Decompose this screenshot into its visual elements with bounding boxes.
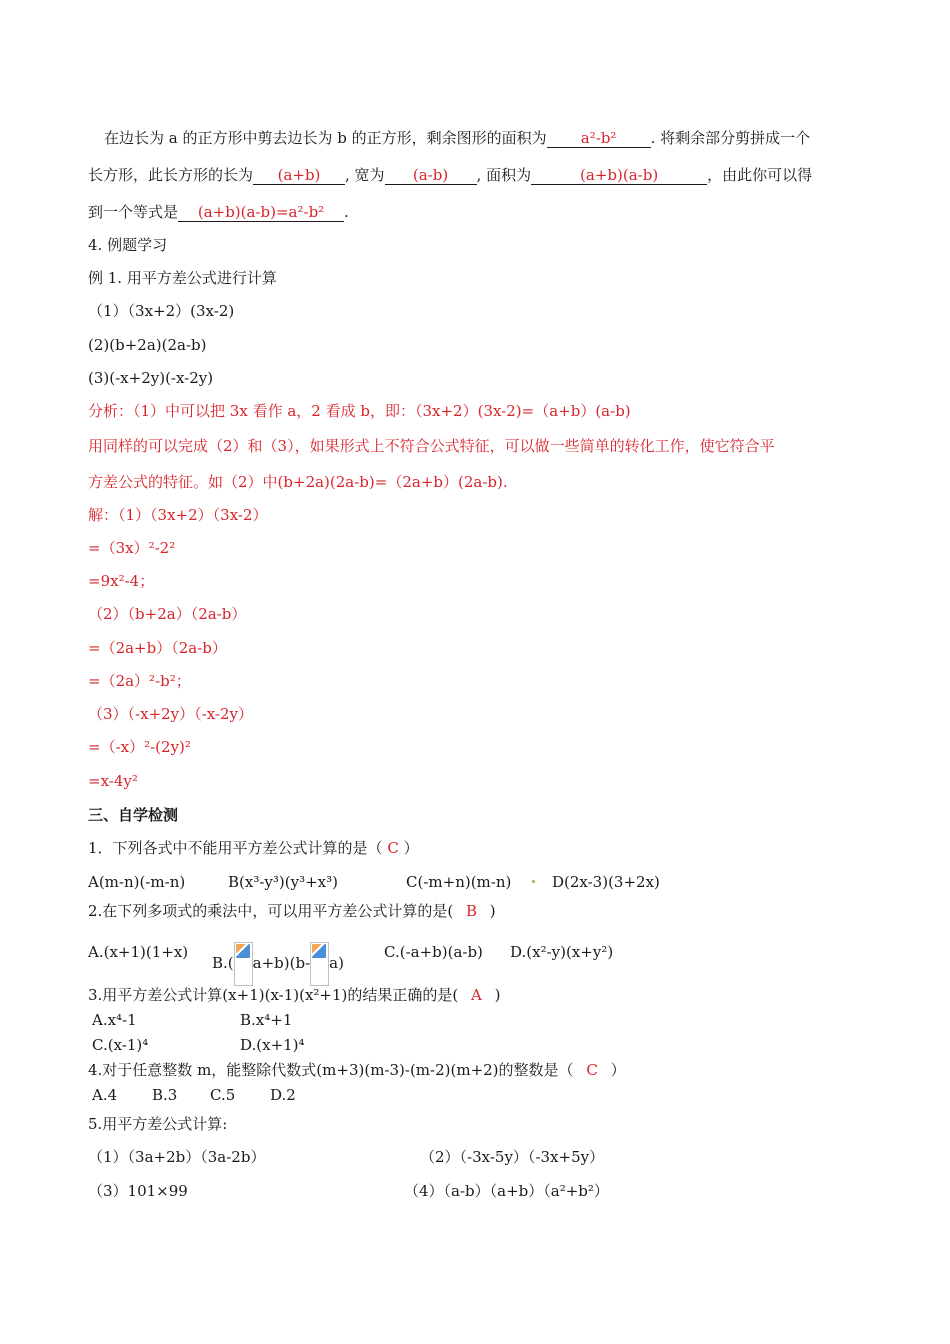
question-text: 2.在下列多项式的乘法中，可以用平方差公式计算的是( xyxy=(88,902,454,920)
intro-text: 到一个等式是 xyxy=(88,203,179,221)
option-a: A.(x+1)(1+x) xyxy=(88,943,189,961)
intro-line-1 xyxy=(104,128,810,148)
answer-equation: (a+b)(a-b)=a²-b² xyxy=(197,203,325,221)
answer-width: (a-b) xyxy=(412,166,449,184)
option-text: a) xyxy=(329,954,344,972)
check-question-3 xyxy=(88,985,501,1005)
intro-text: , 宽为 xyxy=(345,166,385,184)
option-c: C.(-a+b)(a-b) xyxy=(384,943,483,961)
check-question-4 xyxy=(88,1060,626,1080)
answer-blank xyxy=(178,203,344,222)
example-question-3: (3)(-x+2y)(-x-2y) xyxy=(88,369,214,387)
option-b: B.x⁴+1 xyxy=(240,1011,293,1029)
intro-line-3 xyxy=(88,202,349,222)
answer-choice: C xyxy=(387,839,399,857)
answer-blank xyxy=(385,166,477,185)
answer-choice: B xyxy=(465,902,477,920)
question-text: 3.用平方差公式计算(x+1)(x-1)(x²+1)的结果正确的是( xyxy=(88,986,459,1004)
check-question-1 xyxy=(88,838,419,858)
question-text: ) xyxy=(494,986,501,1004)
example-question-2: (2)(b+2a)(2a-b) xyxy=(88,336,207,354)
question-text: 1．下列各式中不能用平方差公式计算的是（ xyxy=(88,839,383,857)
option-b: B.3 xyxy=(152,1086,178,1104)
example-question-1: （1）（3x+2）(3x-2) xyxy=(88,302,235,320)
option-c: C.5 xyxy=(210,1086,236,1104)
solution-line: 解：（1）（3x+2）（3x-2） xyxy=(88,506,268,524)
broken-image-icon xyxy=(234,942,253,986)
solution-line: =（-x）²-(2y)² xyxy=(88,738,191,756)
broken-image-icon xyxy=(310,942,329,986)
intro-line-2 xyxy=(88,165,812,185)
option-a: A(m-n)(-m-n) xyxy=(88,873,186,891)
answer-blank xyxy=(547,129,651,148)
option-text: a+b)(b- xyxy=(252,954,311,972)
option-a: A.4 xyxy=(92,1086,118,1104)
option-a: A.x⁴-1 xyxy=(92,1011,137,1029)
dot-mark xyxy=(532,880,535,883)
example-title: 例 1. 用平方差公式进行计算 xyxy=(88,269,277,287)
option-b xyxy=(212,942,344,986)
option-text: B.( xyxy=(212,954,234,972)
intro-text: , 面积为 xyxy=(476,166,532,184)
intro-text: 在边长为 a 的正方形中剪去边长为 b 的正方形，剩余图形的面积为 xyxy=(104,129,547,147)
answer-length: (a+b) xyxy=(277,166,321,184)
answer-area: a²-b² xyxy=(580,129,617,147)
solution-line: =（2a）²-b²； xyxy=(88,672,191,690)
sub-question-1: （1）（3a+2b）（3a-2b） xyxy=(88,1148,266,1166)
solution-line: =9x²-4； xyxy=(88,572,155,590)
option-c: C(-m+n)(m-n) xyxy=(406,873,512,891)
solution-line: =（2a+b）（2a-b） xyxy=(88,639,227,657)
check-question-5: 5.用平方差公式计算: xyxy=(88,1115,228,1133)
analysis-line-2: 用同样的可以完成（2）和（3），如果形式上不符合公式特征，可以做一些简单的转化工作，使它符合平 xyxy=(88,437,775,455)
answer-rect-area: (a+b)(a-b) xyxy=(580,166,659,184)
solution-line: （3）（-x+2y）（-x-2y） xyxy=(88,705,254,723)
solution-line: =x-4y² xyxy=(88,772,138,790)
answer-choice: C xyxy=(586,1061,598,1079)
option-d: D(2x-3)(3+2x) xyxy=(552,873,660,891)
intro-text: ，由此你可以得 xyxy=(707,166,813,184)
option-b: B(x³-y³)(y³+x³) xyxy=(228,873,338,891)
option-c: C.(x-1)⁴ xyxy=(92,1036,149,1054)
question-text: ) xyxy=(489,902,496,920)
answer-blank xyxy=(531,166,707,185)
sub-question-4: （4）（a-b）（a+b）（a²+b²） xyxy=(404,1182,609,1200)
option-d: D.(x+1)⁴ xyxy=(240,1036,305,1054)
answer-choice: A xyxy=(471,986,482,1004)
intro-text: 长方形，此长方形的长为 xyxy=(88,166,254,184)
question-text: ） xyxy=(403,839,419,857)
question-text: ） xyxy=(610,1061,626,1079)
question-text: 4.对于任意整数 m，能整除代数式(m+3)(m-3)-(m-2)(m+2)的整数是（ xyxy=(88,1061,574,1079)
sub-question-2: （2）（-3x-5y）（-3x+5y） xyxy=(420,1148,605,1166)
check-question-2 xyxy=(88,901,496,921)
section-heading: 4. 例题学习 xyxy=(88,236,168,254)
analysis-line-3: 方差公式的特征。如（2）中(b+2a)(2a-b)=（2a+b）(2a-b). xyxy=(88,473,508,491)
sub-question-3: （3）101×99 xyxy=(88,1182,188,1200)
intro-text: . xyxy=(344,203,349,221)
section-heading-check: 三、自学检测 xyxy=(88,806,179,824)
option-d: D.2 xyxy=(270,1086,296,1104)
intro-text: . 将剩余部分剪拼成一个 xyxy=(650,129,811,147)
solution-line: （2）（b+2a）（2a-b） xyxy=(88,605,247,623)
option-d: D.(x²-y)(x+y²) xyxy=(510,943,614,961)
analysis-line-1: 分析：（1）中可以把 3x 看作 a，2 看成 b，即：（3x+2）(3x-2)=（a+b）(a-b) xyxy=(88,402,631,420)
answer-blank xyxy=(253,166,345,185)
solution-line: =（3x）²-2² xyxy=(88,539,176,557)
